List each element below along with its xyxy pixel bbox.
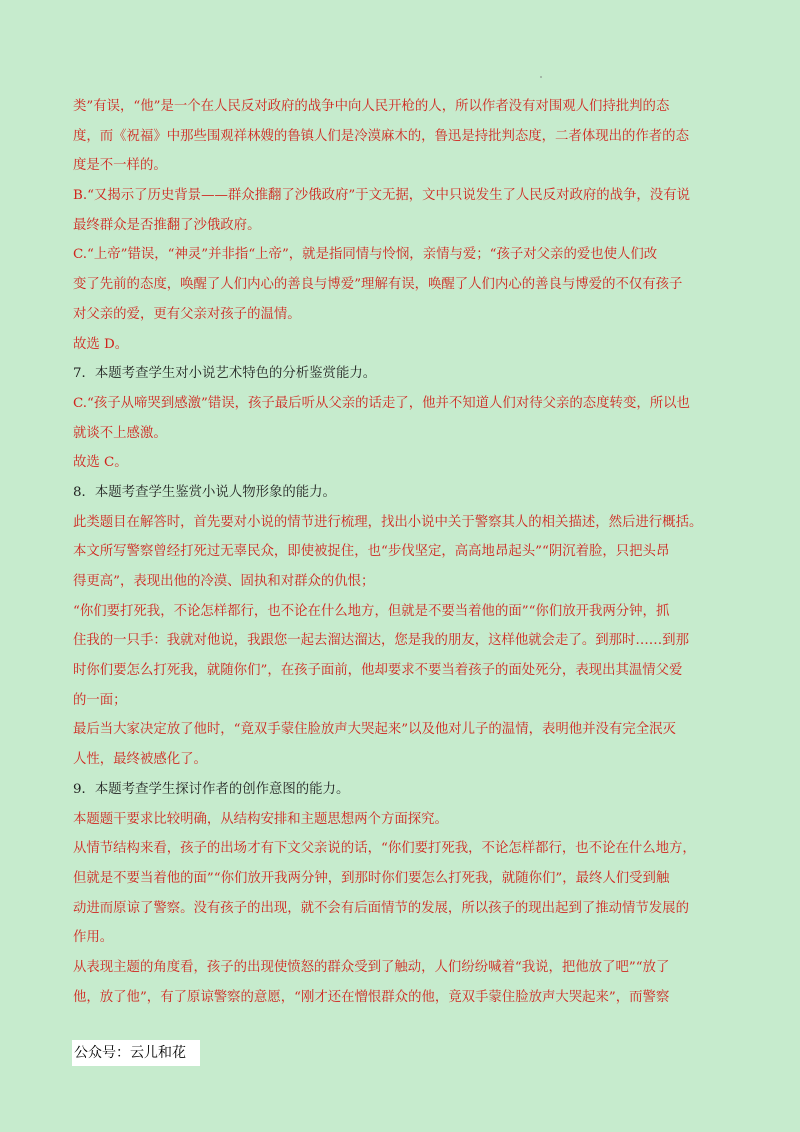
speck-mark bbox=[540, 76, 542, 78]
text-line: 最终群众是否推翻了沙俄政府。 bbox=[73, 217, 261, 233]
question-7-heading: 7．本题考查学生对小说艺术特色的分析鉴赏能力。 bbox=[73, 366, 377, 382]
text-line: 最后当大家决定放了他时，“竟双手蒙住脸放声大哭起来”以及他对儿子的温情，表明他并没有完全泯灭 bbox=[73, 722, 676, 738]
text-line: 人性，最终被感化了。 bbox=[73, 752, 207, 768]
text-line: 时你们要怎么打死我，就随你们”，在孩子面前，他却要求不要当着孩子的面处死分，表现出其温情父爱 bbox=[73, 663, 683, 679]
text-line: 本文所写警察曾经打死过无辜民众，即使被捉住，也“步伐坚定，高高地昂起头”“阴沉着脸，只把头昂 bbox=[73, 544, 670, 560]
text-line: 对父亲的爱，更有父亲对孩子的温情。 bbox=[73, 306, 301, 322]
text-line: 变了先前的态度，唤醒了人们内心的善良与博爱”理解有误，唤醒了人们内心的善良与博爱的不仅有孩子 bbox=[73, 277, 683, 293]
text-line: 住我的一只手：我就对他说，我跟您一起去溜达溜达，您是我的朋友，这样他就会走了。到那时……到那 bbox=[73, 633, 689, 649]
text-line: 但就是不要当着他的面”“你们放开我两分钟，到那时你们要怎么打死我，就随你们”，最终人们受到触 bbox=[73, 870, 670, 886]
text-line: 动进而原谅了警察。没有孩子的出现，就不会有后面情节的发展，所以孩子的现出起到了推动情节发展的 bbox=[73, 900, 689, 916]
option-c-line: C.“上帝”错误，“神灵”并非指“上帝”，就是指同情与怜悯，亲情与爱；“孩子对父亲的爱也使人们改 bbox=[73, 247, 658, 263]
text-line: 就谈不上感激。 bbox=[73, 425, 167, 441]
text-line: 度是不一样的。 bbox=[73, 158, 167, 174]
answer-choice: 故选 D。 bbox=[73, 336, 129, 352]
text-line: 从表现主题的角度看，孩子的出现使愤怒的群众受到了触动，人们纷纷喊着“我说，把他放了吧”“放了 bbox=[73, 959, 670, 975]
text-line: C.“孩子从啼哭到感激”错误，孩子最后听从父亲的话走了，他并不知道人们对待父亲的态度转变，所以也 bbox=[73, 395, 690, 411]
question-8-heading: 8．本题考查学生鉴赏小说人物形象的能力。 bbox=[73, 484, 336, 500]
text-line: 类”有误，“他”是一个在人民反对政府的战争中向人民开枪的人，所以作者没有对围观人们持批判的态 bbox=[73, 99, 670, 114]
option-b-line: B.“又揭示了历史背景——群众推翻了沙俄政府”于文无据，文中只说发生了人民反对政府的战争，没有说 bbox=[73, 188, 690, 204]
wechat-account-label: 公众号：云儿和花 bbox=[72, 1040, 200, 1066]
text-line: 得更高”，表现出他的冷漠、固执和对群众的仇恨； bbox=[73, 574, 375, 589]
text-line: “你们要打死我，不论怎样都行，也不论在什么地方，但就是不要当着他的面”“你们放开我两分钟，抓 bbox=[73, 603, 670, 619]
text-line: 作用。 bbox=[73, 930, 114, 946]
text-line: 他，放了他”，有了原谅警察的意愿，“刚才还在憎恨群众的他，竟双手蒙住脸放声大哭起来”，而警察 bbox=[73, 989, 670, 1005]
question-9-heading: 9．本题考查学生探讨作者的创作意图的能力。 bbox=[73, 781, 350, 797]
text-line: 从情节结构来看，孩子的出场才有下文父亲说的话，“你们要打死我，不论怎样都行，也不论在什么地方， bbox=[73, 841, 696, 857]
answer-explanation-body bbox=[73, 92, 733, 1012]
text-line: 度，而《祝福》中那些围观祥林嫂的鲁镇人们是冷漠麻木的，鲁迅是持批判态度，二者体现出的作者的态 bbox=[73, 128, 689, 144]
answer-choice: 故选 C。 bbox=[73, 455, 128, 471]
text-line: 的一面； bbox=[73, 692, 127, 708]
text-line: 此类题目在解答时，首先要对小说的情节进行梳理，找出小说中关于警察其人的相关描述，然后进行概括。 bbox=[73, 514, 703, 530]
text-line: 本题题干要求比较明确，从结构安排和主题思想两个方面探究。 bbox=[73, 811, 448, 827]
